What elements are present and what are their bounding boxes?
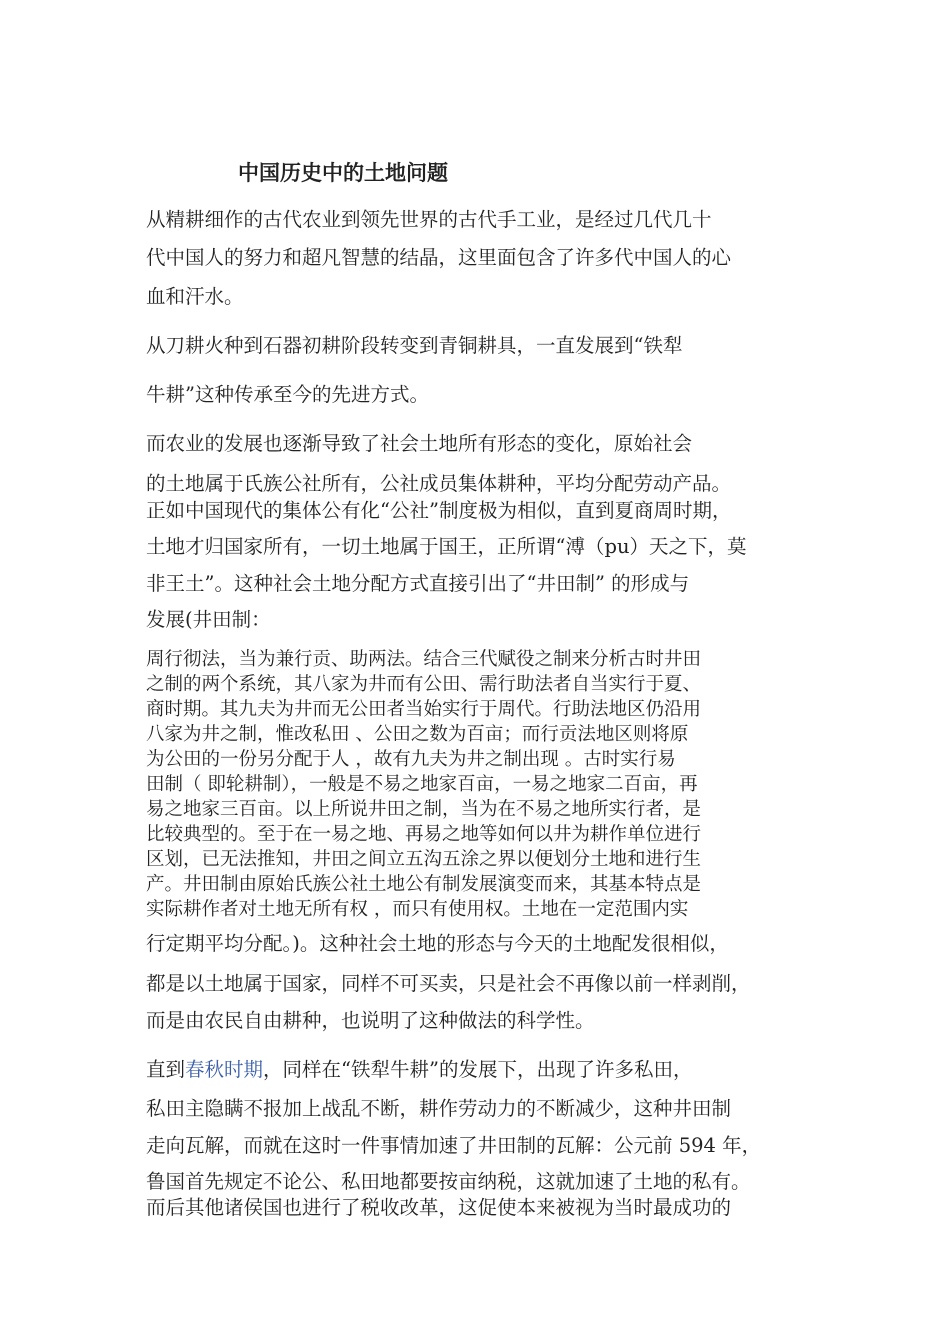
text-line: 周行彻法，当为兼行贡、助两法。结合三代赋役之制来分析古时井田	[146, 649, 702, 670]
text-segment: 直到	[146, 1058, 186, 1081]
text-line: 为公田的一份另分配于人 ，故有九夫为井之制出现 。古时实行易	[146, 749, 676, 770]
text-line: 从精耕细作的古代农业到领先世界的古代手工业，是经过几代几十	[146, 208, 712, 231]
text-line: 走向瓦解，而就在这时一件事情加速了井田制的瓦解：公元前 594 年，	[146, 1134, 762, 1157]
text-line: 比较典型的。至于在一易之地、再易之地等如何以井为耕作单位进行	[146, 824, 702, 845]
text-line	[146, 1056, 692, 1084]
text-line: 牛耕”这种传承至今的先进方式。	[146, 383, 429, 406]
text-line: 而农业的发展也逐渐导致了社会土地所有形态的变化，原始社会	[146, 432, 693, 455]
text-line: 而是由农民自由耕种，也说明了这种做法的科学性。	[146, 1009, 595, 1032]
text-line: 都是以土地属于国家，同样不可买卖，只是社会不再像以前一样剥削，	[146, 972, 751, 995]
text-line: 之制的两个系统，其八家为井而有公田、需行助法者自当实行于夏、	[146, 674, 702, 695]
text-line: 私田主隐瞒不报加上战乱不断，耕作劳动力的不断减少，这种井田制	[146, 1097, 732, 1120]
text-line: 田制（ 即轮耕制），一般是不易之地家百亩，一易之地家二百亩，再	[146, 774, 698, 795]
text-line: 代中国人的努力和超凡智慧的结晶，这里面包含了许多代中国人的心	[146, 246, 732, 269]
text-line: 产。井田制由原始氏族公社土地公有制发展演变而来，其基本特点是	[146, 874, 702, 895]
text-line: 土地才归国家所有，一切土地属于国王，正所谓“溥（pu）天之下，莫	[146, 535, 747, 558]
text-line: 血和汗水。	[146, 285, 244, 308]
text-segment: ，同样在“铁犁牛耕”的发展下，出现了许多私田，	[263, 1058, 693, 1081]
text-line: 鲁国首先规定不论公、私田地都要按亩纳税，这就加速了土地的私有。	[146, 1170, 751, 1193]
text-line: 商时期。其九夫为井而无公田者当始实行于周代。行助法地区仍沿用	[146, 699, 702, 720]
text-line: 非王土”。这种社会土地分配方式直接引出了“井田制” 的形成与	[146, 572, 690, 595]
text-line: 而后其他诸侯国也进行了税收改革，这促使本来被视为当时最成功的	[146, 1196, 732, 1219]
page-title: 中国历史中的土地问题	[238, 161, 448, 185]
text-line: 易之地家三百亩。以上所说井田之制，当为在不易之地所实行者，是	[146, 799, 702, 820]
text-line: 发展(井田制：	[146, 608, 271, 631]
text-line: 行定期平均分配。)。这种社会土地的形态与今天的土地配发很相似，	[146, 932, 729, 955]
text-line: 实际耕作者对土地无所有权 ，而只有使用权。土地在一定范围内实	[146, 899, 689, 920]
link-spring-autumn-period[interactable]: 春秋时期	[185, 1058, 264, 1081]
text-line: 从刀耕火种到石器初耕阶段转变到青铜耕具，一直发展到“铁犁	[146, 334, 683, 357]
text-line: 区划，已无法推知，井田之间立五沟五涂之界以便划分土地和进行生	[146, 849, 702, 870]
text-line: 的土地属于氏族公社所有，公社成员集体耕种，平均分配劳动产品。	[146, 472, 732, 495]
text-line: 正如中国现代的集体公有化“公社”制度极为相似，直到夏商周时期，	[146, 499, 732, 522]
text-line: 八家为井之制，惟改私田 、公田之数为百亩；而行贡法地区则将原	[146, 724, 689, 745]
